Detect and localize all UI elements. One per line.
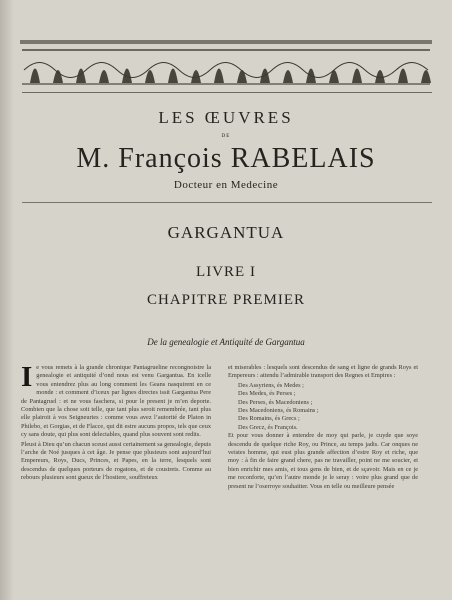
book-volume: LIVRE I <box>196 264 256 280</box>
list-item: Des Grecz, és François. <box>238 423 298 431</box>
left-text-column <box>21 361 211 484</box>
paragraph: et miserables : lesquels sont descendus de sang et ligne de grands Roys et Empereurs : attendu l’admirable transport des Regnes et Empires : <box>228 364 418 380</box>
right-text-column <box>228 364 418 492</box>
chapter-title: CHAPITRE PREMIER <box>146 292 306 308</box>
author-degree: Docteur en Medecine <box>173 179 279 191</box>
empire-list <box>228 382 418 432</box>
list-item: Des Romains, és Grecs ; <box>238 415 300 423</box>
drop-cap: I <box>21 361 33 393</box>
paragraph: Pleust à Dieu qu’un chacun sceust aussi certainement sa genealogie, depuis l’arche de Noé jusques à cet âge. Je pense que plusieurs sont aujourd’hui Empereurs, Roys, Ducs, Princes, et Papes, en la terre, lesquels sont descendus de quelques porteurs de rogatons, et de coustrets. Comme au rebours plusieurs sont gueux de l’hostiere, souffreteux <box>21 440 211 482</box>
middle-rule <box>22 202 432 203</box>
title-connector: DE <box>221 134 231 139</box>
book-title: GARGANTUA <box>167 223 285 242</box>
list-item: Des Assyriens, és Medes ; <box>238 381 304 389</box>
paragraph <box>21 361 211 440</box>
chapter-subtitle: De la genealogie et Antiquité de Gargantua <box>147 337 305 347</box>
list-item: Des Medes, és Perses ; <box>238 390 296 398</box>
list-item: Des Perses, és Macedoniens ; <box>238 398 313 406</box>
author-name: M. François RABELAIS <box>76 143 376 174</box>
top-rule <box>22 92 432 93</box>
ornamental-headpiece <box>20 40 432 88</box>
paragraph-text: e vous remets à la grande chronique Pantagrueline recongnoistre la genealogie et antiquité d’ond nous est venu Gargantua. En icelle vous entendrez plus au long comment les Geans nasquirent en ce monde : et comment d’iceux par lignes directes issit Gargantua Pere de Pantagruel : et ne vous faschera, si pour le present je m’en deporte. Combien que la chose soit telle, que tant plus seroit remembrée, tant plus elle plairoit à vos Seigneuries : comme vous avez l’autorité de Platon in Philebo, et Gorgias, et de Flacce, qui dit estre aucuns propos, tels que ceux cy sans doute, qui plus sont delectables, quand plus souvent sont redits. <box>21 364 211 439</box>
list-item: Des Macedoniens, és Romains ; <box>238 407 319 415</box>
paragraph: Et pour vous donner à entendre de moy qui parle, je cuyde que soye descendu de quelque riche Roy, ou Prince, au temps jadis. Car onques ne veistes homme, qui eust plus grande affection d’estre Roy et riche, que moy : à fin de faire grand chere, pas ne travailler, point ne me soucier, et bien enrichir mes amis, et tous gens de bien, et de sçavoir. Mais en ce je me reconforte, qu’en l’autre monde je le seray : voire plus grand que de present ne l’oserroye souhaitter. Vous en telle ou meilleure pensée <box>228 432 418 490</box>
works-title: LES ŒUVRES <box>158 108 294 127</box>
